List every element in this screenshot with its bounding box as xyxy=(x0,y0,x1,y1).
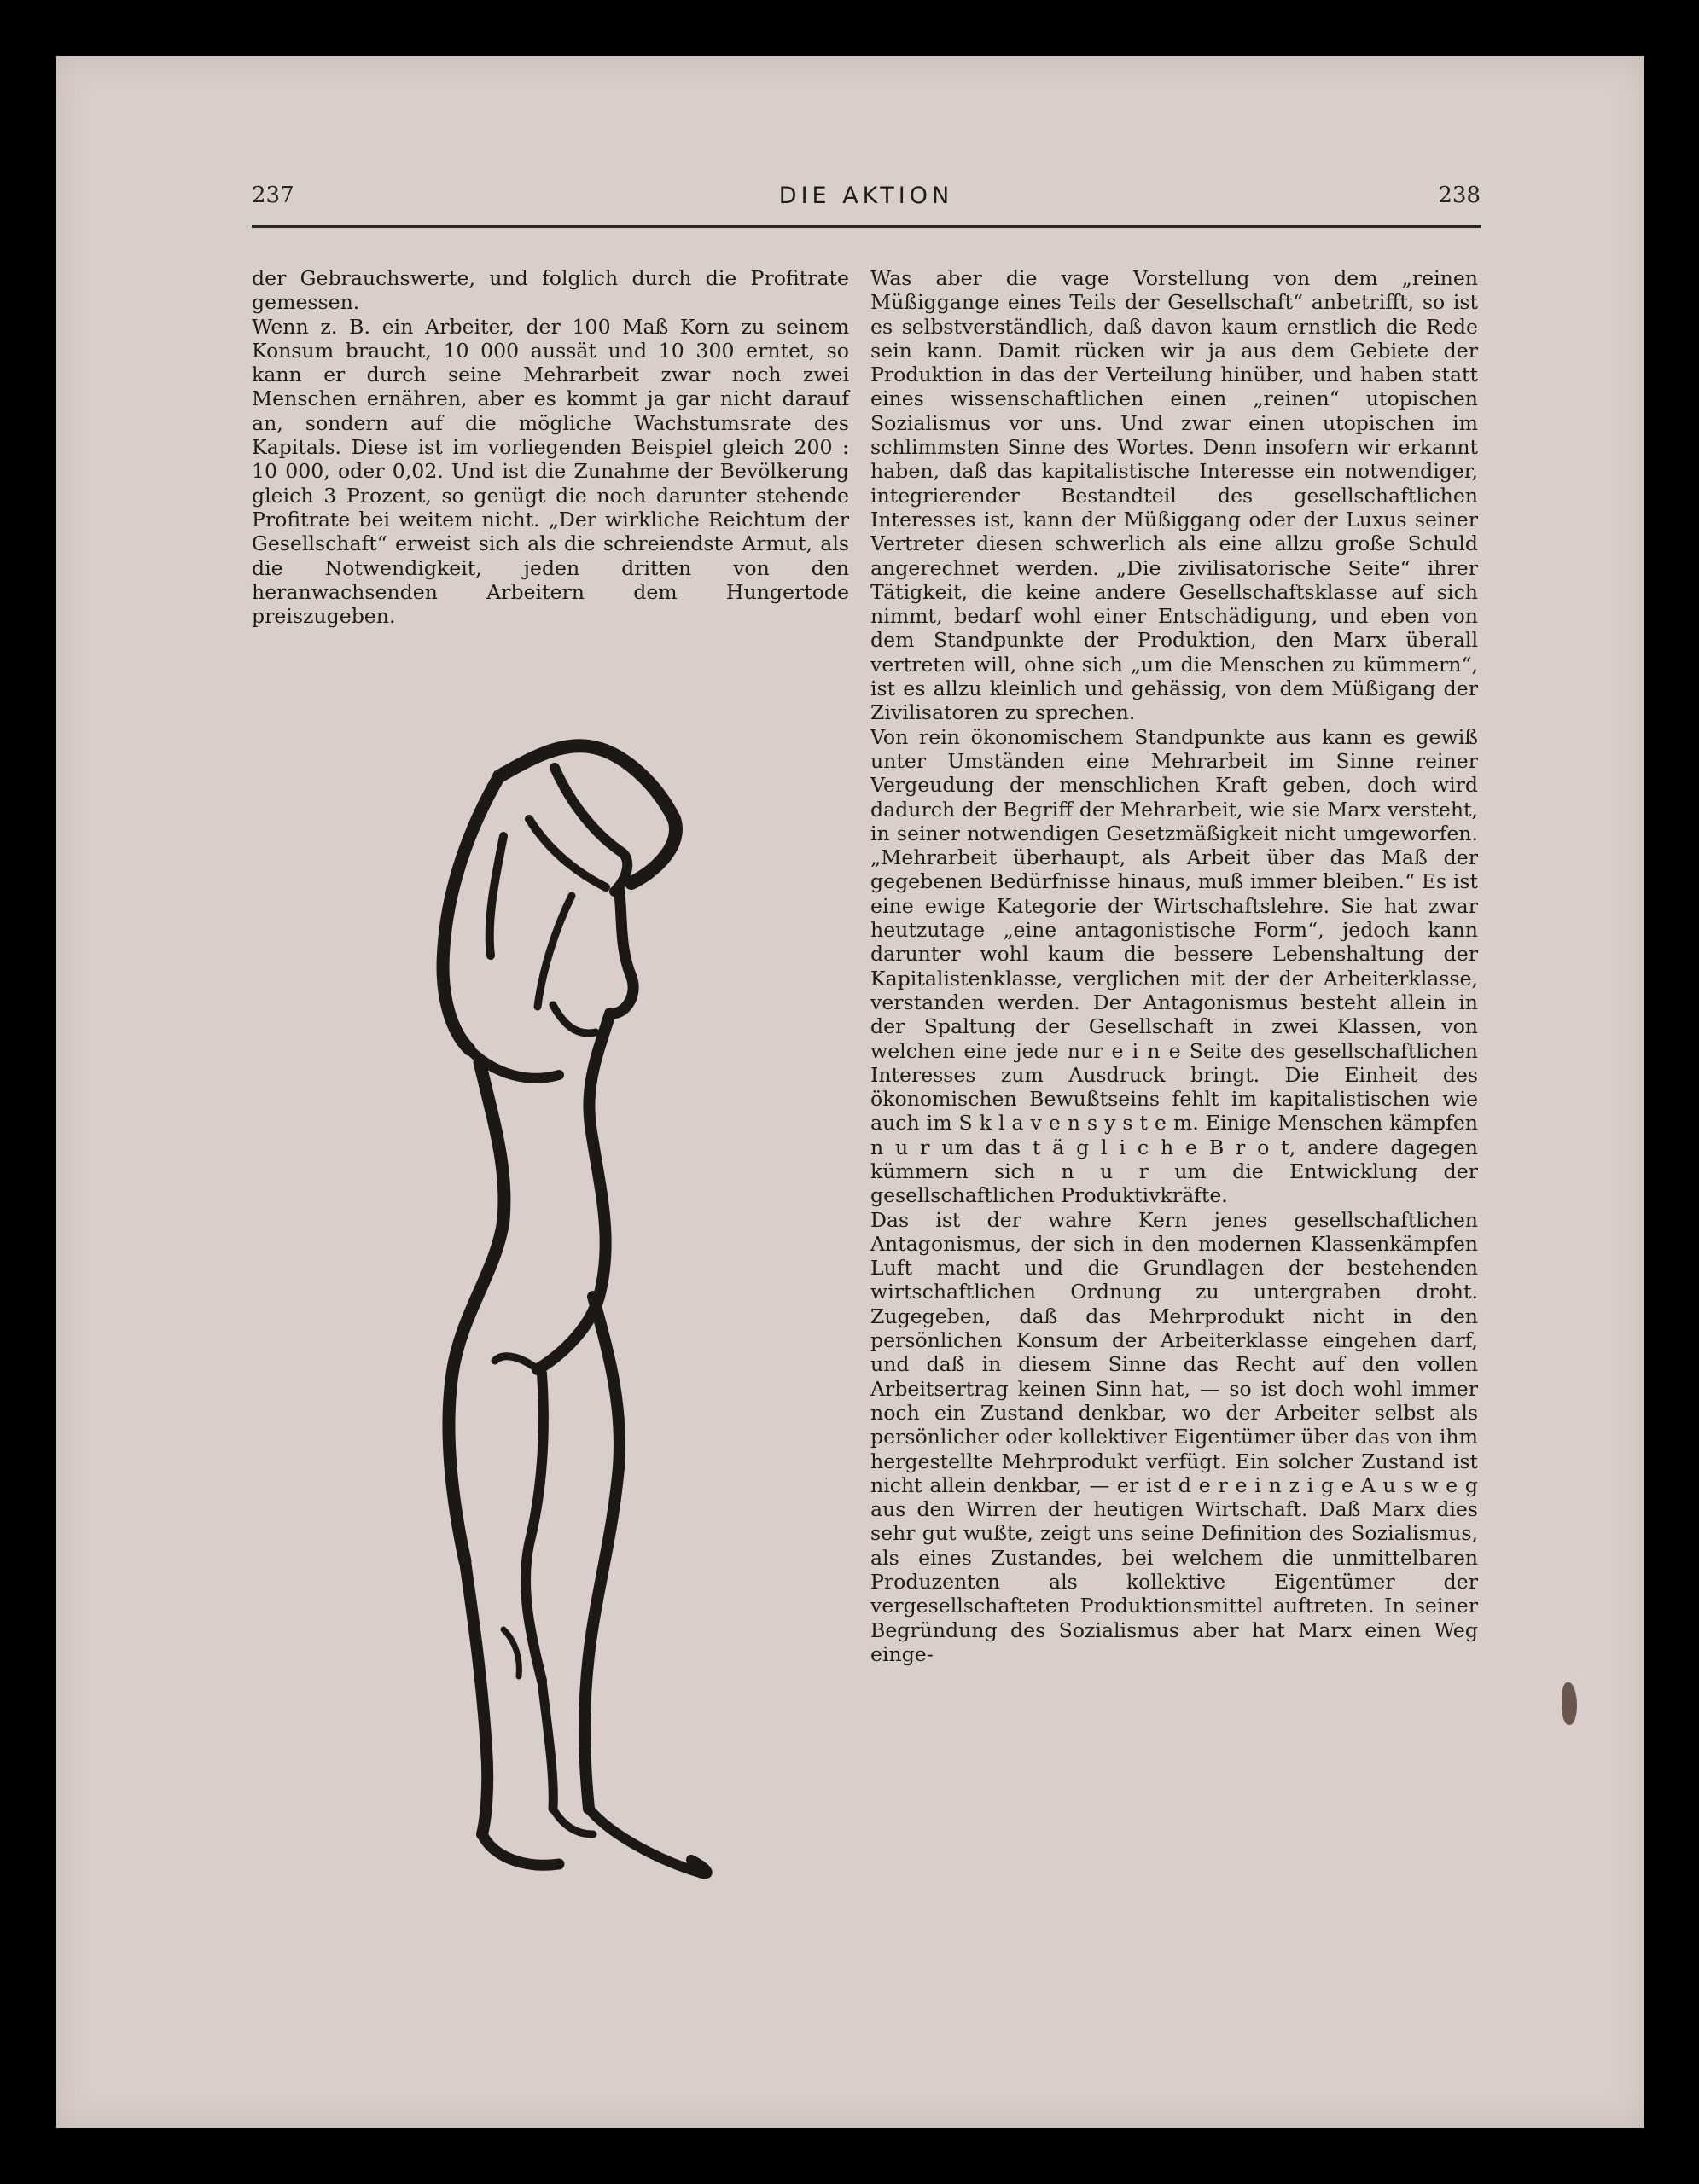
left-paragraph-1: der Gebrauchswerte, und folglich durch die Profitrate gemessen. xyxy=(252,266,849,315)
paper-stain xyxy=(1562,1682,1577,1725)
page-number-right: 238 xyxy=(1438,183,1481,208)
left-paragraph-2: Wenn z. B. ein Arbeiter, der 100 Maß Korn zu seinem Konsum braucht, 10 000 aussät und 10 300 erntet, so kann er durch seine Mehrarbeit zwar noch zwei Menschen ernähren, aber es kommt ja gar nicht darauf an, sondern auf die mögliche Wachstumsrate des Kapitals. Diese ist im vorliegenden Beispiel gleich 200 : 10 000, oder 0,02. Und ist die Zunahme der Bevölkerung gleich 3 Prozent, so genügt die noch darunter stehende Profitrate bei weitem nicht. „Der wirkliche Reichtum der Gesellschaft“ erweist sich als die schreiendste Armut, als die Notwendigkeit, jeden dritten von den heranwachsenden Arbeitern dem Hungertode preiszugeben. xyxy=(252,314,849,629)
right-paragraph-1: Was aber die vage Vorstellung von dem „reinen Müßiggange eines Teils der Gesellschaft“ anbetrifft, so ist es selbstverständlich, daß davon kaum ernstlich die Rede sein kann. Damit rücken wir ja aus dem Gebiete der Produktion in das der Verteilung hinüber, und haben statt eines wissenschaftlichen einen „reinen“ utopischen Sozialismus vor uns. Und zwar einen utopischen im schlimmsten Sinne des Wortes. Denn insofern wir erkannt haben, daß das kapitalistische Interesse ein notwendiger, integrierender Bestandteil des gesellschaftlichen Interesses ist, kann der Müßiggang oder der Luxus seiner Vertreter diesen schwerlich als eine allzu große Schuld angerechnet werden. „Die zivilisatorische Seite“ ihrer Tätigkeit, die keine andere Gesellschaftsklasse auf sich nimmt, bedarf wohl einer Entschädigung, und eben von dem Standpunkte der Produktion, den Marx überall vertreten will, ohne sich „um die Menschen zu kümmern“, ist es allzu kleinlich und gehässig, von dem Müßigang der Zivilisatoren zu sprechen. xyxy=(870,266,1478,725)
right-paragraph-2: Von rein ökonomischem Standpunkte aus kann es gewiß unter Umständen eine Mehrarbeit im Sinne reiner Vergeudung der menschlichen Kraft geben, doch wird dadurch der Begriff der Mehrarbeit, wie sie Marx versteht, in seiner notwendigen Gesetzmäßigkeit nicht umgeworfen. „Mehrarbeit überhaupt, als Arbeit über das Maß der gegebenen Bedürfnisse hinaus, muß immer bleiben.“ Es ist eine ewige Kategorie der Wirtschaftslehre. Sie hat zwar heutzutage „eine antagonistische Form“, jedoch kann darunter wohl kaum die bessere Lebenshaltung der Kapitalistenklasse, verglichen mit der der Arbeiterklasse, verstanden werden. Der Antagonismus besteht allein in der Spaltung der Gesellschaft in zwei Klassen, von welchen eine jede nur e i n e Seite des gesellschaftlichen Interesses zum Ausdruck bringt. Die Einheit des ökonomischen Bewußtseins fehlt im kapitalistischen wie auch im S k l a v e n s y s t e m. Einige Menschen kämpfen n u r um das t ä g l i c h e B r o t, andere dagegen kümmern sich n u r um die Entwicklung der gesellschaftlichen Produktivkräfte. xyxy=(870,724,1478,1208)
right-paragraph-3: Das ist der wahre Kern jenes gesellschaftlichen Antagonismus, der sich in den modernen Klassenkämpfen Luft macht und die Grundlagen der bestehenden wirtschaftlichen Ordnung zu untergraben droht. Zugegeben, daß das Mehrprodukt nicht in den persönlichen Konsum der Arbeiterklasse eingehen darf, und daß in diesem Sinne das Recht auf den vollen Arbeitsertrag keinen Sinn hat, — so ist doch wohl immer noch ein Zustand denkbar, wo der Arbeiter selbst als persönlicher oder kollektiver Eigentümer über das von ihm hergestellte Mehrprodukt verfügt. Ein solcher Zustand ist nicht allein denkbar, — er ist d e r e i n z i g e A u s w e g aus den Wirren der heutigen Wirtschaft. Daß Marx dies sehr gut wußte, zeigt uns seine Definition des Sozialismus, als eines Zustandes, bei welchem die unmittelbaren Produzenten als kollektive Eigentümer der vergesellschafteten Produktionsmittel auftreten. In seiner Begründung des Sozialismus aber hat Marx einen Weg einge- xyxy=(870,1207,1478,1666)
right-column xyxy=(870,266,1478,1666)
standing-nude-figure-icon xyxy=(443,746,707,1873)
header-rule xyxy=(252,225,1481,228)
journal-title: DIE AKTION xyxy=(778,183,954,209)
left-column xyxy=(252,266,849,628)
page-number-left: 237 xyxy=(252,183,294,208)
woodcut-figure xyxy=(401,725,768,1920)
